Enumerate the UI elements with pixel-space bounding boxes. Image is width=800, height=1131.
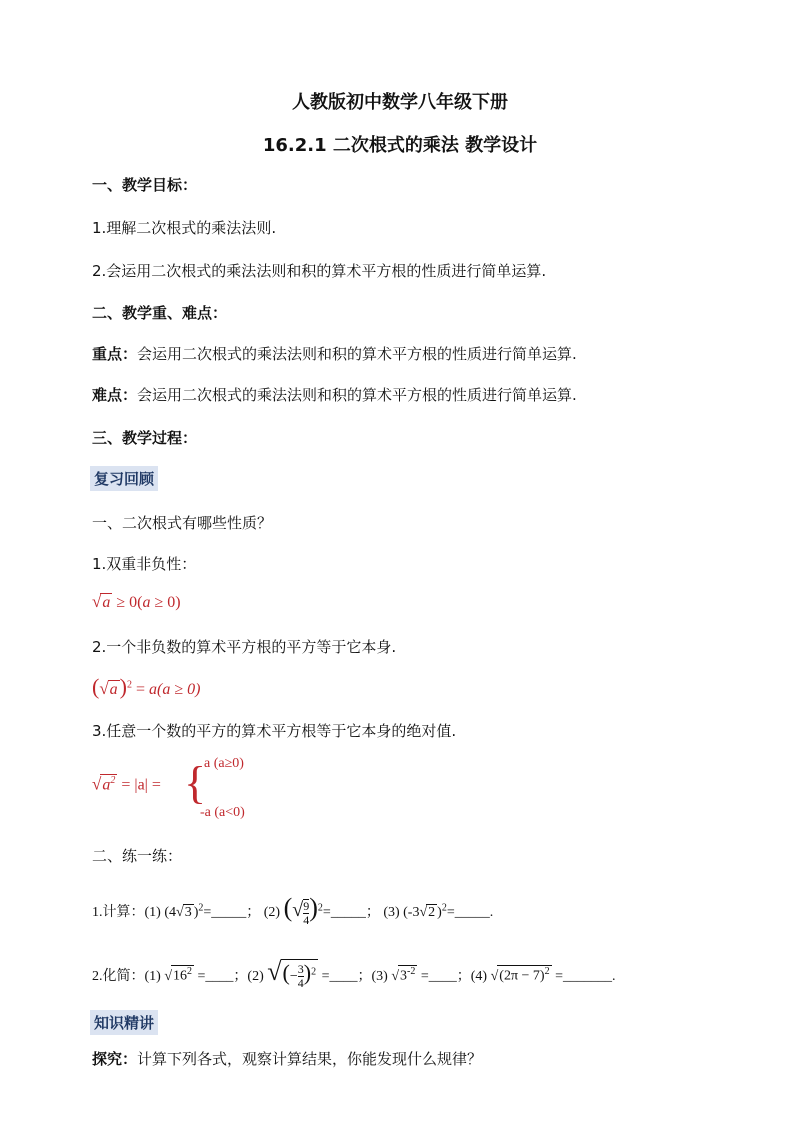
formula-3-radicand: $a^2$ [102, 775, 116, 794]
exercise-2: 2.化简：(1) $√16^2$ =____；(2) √(− $\frac{3}{4}$ )$^2$ =____；(3) $√3^{-2}$ =____；(4) $√(2\pi - 7)^2$ =_______. [92, 957, 616, 991]
exercise-1-lead: 1.计算：(1) (4 [92, 905, 176, 920]
fraction-denominator: 4 [303, 912, 310, 927]
goal-item-2: 2.会运用二次根式的乘法法则和积的算术平方根的性质进行简单运算. [92, 262, 547, 280]
goal-item-1: 1.理解二次根式的乘法法则. [92, 219, 277, 237]
section-heading-process: 三、教学过程： [92, 429, 198, 447]
explore-text: 计算下列各式，观察计算结果，你能发现什么规律？ [137, 1050, 483, 1068]
exercise-1: 1.计算：(1) (4√3 )$^2$=_____； (2) (√ $\frac{9}{4}$ )$^2$=_____； (3) (-3√2 )$^2$=_____. [92, 893, 494, 927]
exercise-1-radicand-3: 2 [428, 905, 436, 920]
section-heading-focus: 二、教学重、难点： [92, 304, 228, 322]
key-point-text: 会运用二次根式的乘法法则和积的算术平方根的性质进行简单运算. [137, 345, 577, 363]
key-point [92, 343, 577, 364]
formula-1-var: a [142, 594, 151, 611]
fraction-numerator: 9 [303, 898, 310, 913]
exercise-1-blank-3: =_____. [446, 905, 494, 920]
formula-3-case-positive: a (a≥0) [204, 756, 244, 771]
key-point-label: 重点： [92, 345, 138, 363]
sqrt-symbol: √ [490, 969, 499, 984]
sqrt-symbol: √ [267, 957, 282, 986]
exercise-2-lead: 2.化简：(1) [92, 969, 165, 984]
formula-1 [92, 592, 181, 612]
formula-1-radicand: a [102, 594, 111, 611]
difficult-point [92, 384, 577, 405]
formula-3-lhs [92, 774, 161, 794]
sqrt-symbol: √ [92, 774, 102, 794]
exercise-1-radicand: 3 [184, 905, 192, 920]
sqrt-symbol: √ [92, 592, 102, 611]
exercise-1-blank-1: =_____； (2) [203, 905, 284, 920]
difficult-point-label: 难点： [92, 386, 138, 404]
formula-1-cond: ≥ 0) [150, 594, 181, 611]
formula-2: $(√a)^2 = a(a \ge 0)$ [92, 674, 201, 699]
formula-3-brace: { [184, 757, 207, 808]
formula-3-case-negative: -a (a<0) [200, 805, 245, 820]
exercise-1-blank-2: =_____； (3) (-3 [322, 905, 420, 920]
document-title: 人教版初中数学八年级下册 [292, 92, 508, 113]
property-2: 2.一个非负数的算术平方根的平方等于它本身. [92, 638, 397, 656]
exercise-2-blank-3: =____；(4) [417, 969, 491, 984]
formula-2-cond: (a ≥ 0) [157, 681, 201, 698]
sqrt-symbol: √ [419, 905, 428, 920]
formula-3-abs: = |a| = [117, 776, 161, 794]
document-subtitle: 16.2.1 二次根式的乘法 教学设计 [262, 135, 538, 156]
formula-2-eq: = [132, 681, 150, 698]
question-properties: 一、二次根式有哪些性质？ [92, 514, 273, 532]
sqrt-symbol: √ [99, 679, 109, 698]
exercise-2-blank-2: =____；(3) [318, 969, 392, 984]
question-practice: 二、练一练： [92, 847, 183, 865]
badge-review: 复习回顾 [90, 466, 158, 491]
formula-2-radicand: a [109, 681, 118, 698]
sqrt-symbol: √ [391, 969, 400, 984]
sqrt-symbol: √ [176, 905, 184, 920]
section-heading-goals: 一、教学目标： [92, 176, 198, 194]
property-3: 3.任意一个数的平方的算术平方根等于它本身的绝对值. [92, 722, 457, 740]
fraction-denominator: 4 [297, 976, 304, 991]
exercise-2-blank-1: =____；(2) [194, 969, 268, 984]
explore-prompt [92, 1048, 482, 1069]
exercise-2-blank-4: =_______. [551, 969, 616, 984]
formula-2-var: a [149, 681, 158, 698]
formula-2-exponent: 2 [127, 679, 132, 691]
sqrt-symbol: √ [292, 899, 304, 921]
fraction-numerator: 3 [297, 962, 304, 977]
explore-label: 探究： [92, 1050, 138, 1068]
formula-1-rel: ≥ 0( [112, 594, 143, 611]
property-1: 1.双重非负性： [92, 555, 197, 573]
sqrt-symbol: √ [164, 969, 173, 984]
difficult-point-text: 会运用二次根式的乘法法则和积的算术平方根的性质进行简单运算. [137, 386, 577, 404]
badge-knowledge: 知识精讲 [90, 1010, 158, 1035]
